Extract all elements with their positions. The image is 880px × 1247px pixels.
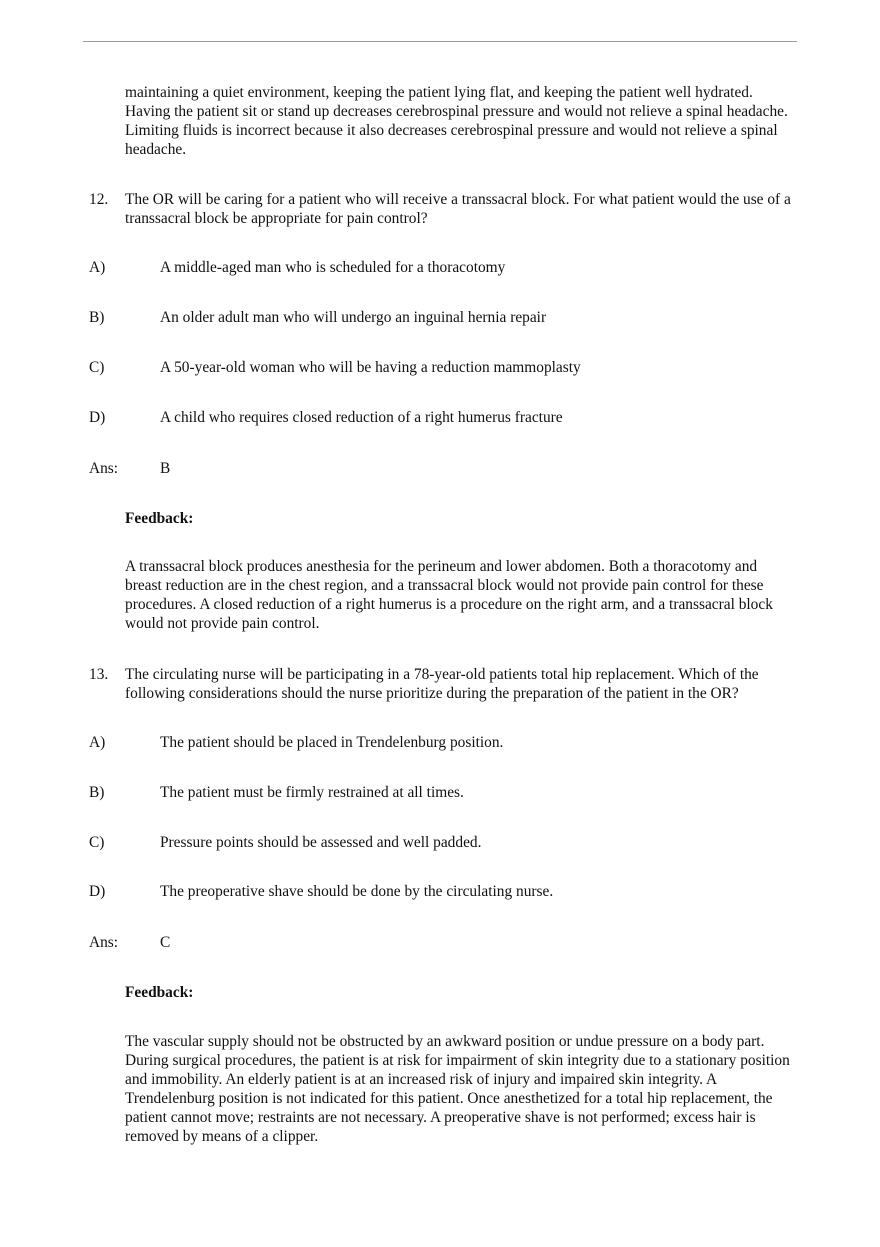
option-text: The preoperative shave should be done by the circulating nurse. bbox=[160, 883, 554, 900]
option-letter: B) bbox=[89, 309, 105, 326]
option-text: A 50-year-old woman who will be having a reduction mammoplasty bbox=[160, 359, 581, 376]
feedback-label: Feedback: bbox=[125, 984, 194, 1001]
answer-label: Ans: bbox=[89, 934, 119, 951]
option-text: A middle-aged man who is scheduled for a thoracotomy bbox=[160, 259, 506, 276]
option-text: An older adult man who will undergo an inguinal hernia repair bbox=[160, 309, 547, 326]
question-number: 12. bbox=[89, 191, 109, 208]
answer-label: Ans: bbox=[89, 460, 119, 477]
option-letter: A) bbox=[89, 259, 106, 276]
option-text: A child who requires closed reduction of a right humerus fracture bbox=[160, 409, 563, 426]
option-letter: D) bbox=[89, 409, 106, 426]
option-text: The patient must be firmly restrained at all times. bbox=[160, 784, 464, 801]
question-text: The circulating nurse will be participating in a 78-year-old patients total hip replacement. Which of the following considerations should the nurse prioritize during the preparation of the patient in the OR? bbox=[125, 666, 759, 702]
answer-value: B bbox=[160, 460, 171, 477]
option-text: The patient should be placed in Trendelenburg position. bbox=[160, 734, 504, 751]
intro-paragraph: maintaining a quiet environment, keeping the patient lying flat, and keeping the patient well hydrated. Having the patient sit or stand up decreases cerebrospinal pressure and would not relieve a spinal headache. Limiting fluids is incorrect because it also decreases cerebrospinal pressure and would not relieve a spinal headache. bbox=[125, 84, 788, 158]
option-letter: C) bbox=[89, 359, 105, 376]
question-text: The OR will be caring for a patient who will receive a transsacral block. For what patient would the use of a transsacral block be appropriate for pain control? bbox=[125, 191, 791, 227]
question-number: 13. bbox=[89, 666, 109, 683]
option-letter: C) bbox=[89, 834, 105, 851]
option-letter: A) bbox=[89, 734, 106, 751]
header-rule bbox=[83, 41, 797, 42]
feedback-text: A transsacral block produces anesthesia for the perineum and lower abdomen. Both a thoracotomy and breast reduction are in the chest region, and a transsacral block would not provide pain control for these procedures. A closed reduction of a right humerus is a procedure on the right arm, and a transsacral block would not provide pain control. bbox=[125, 558, 773, 632]
answer-value: C bbox=[160, 934, 171, 951]
option-letter: D) bbox=[89, 883, 106, 900]
feedback-label: Feedback: bbox=[125, 510, 194, 527]
feedback-text: The vascular supply should not be obstructed by an awkward position or undue pressure on a body part. During surgical procedures, the patient is at risk for impairment of skin integrity due to a stationary position and immobility. An elderly patient is at an increased risk of injury and impaired skin integrity. A Trendelenburg position is not indicated for this patient. Once anesthetized for a total hip replacement, the patient cannot move; restraints are not necessary. A preoperative shave is not performed; excess hair is removed by means of a clipper. bbox=[125, 1033, 790, 1145]
option-letter: B) bbox=[89, 784, 105, 801]
option-text: Pressure points should be assessed and well padded. bbox=[160, 834, 482, 851]
